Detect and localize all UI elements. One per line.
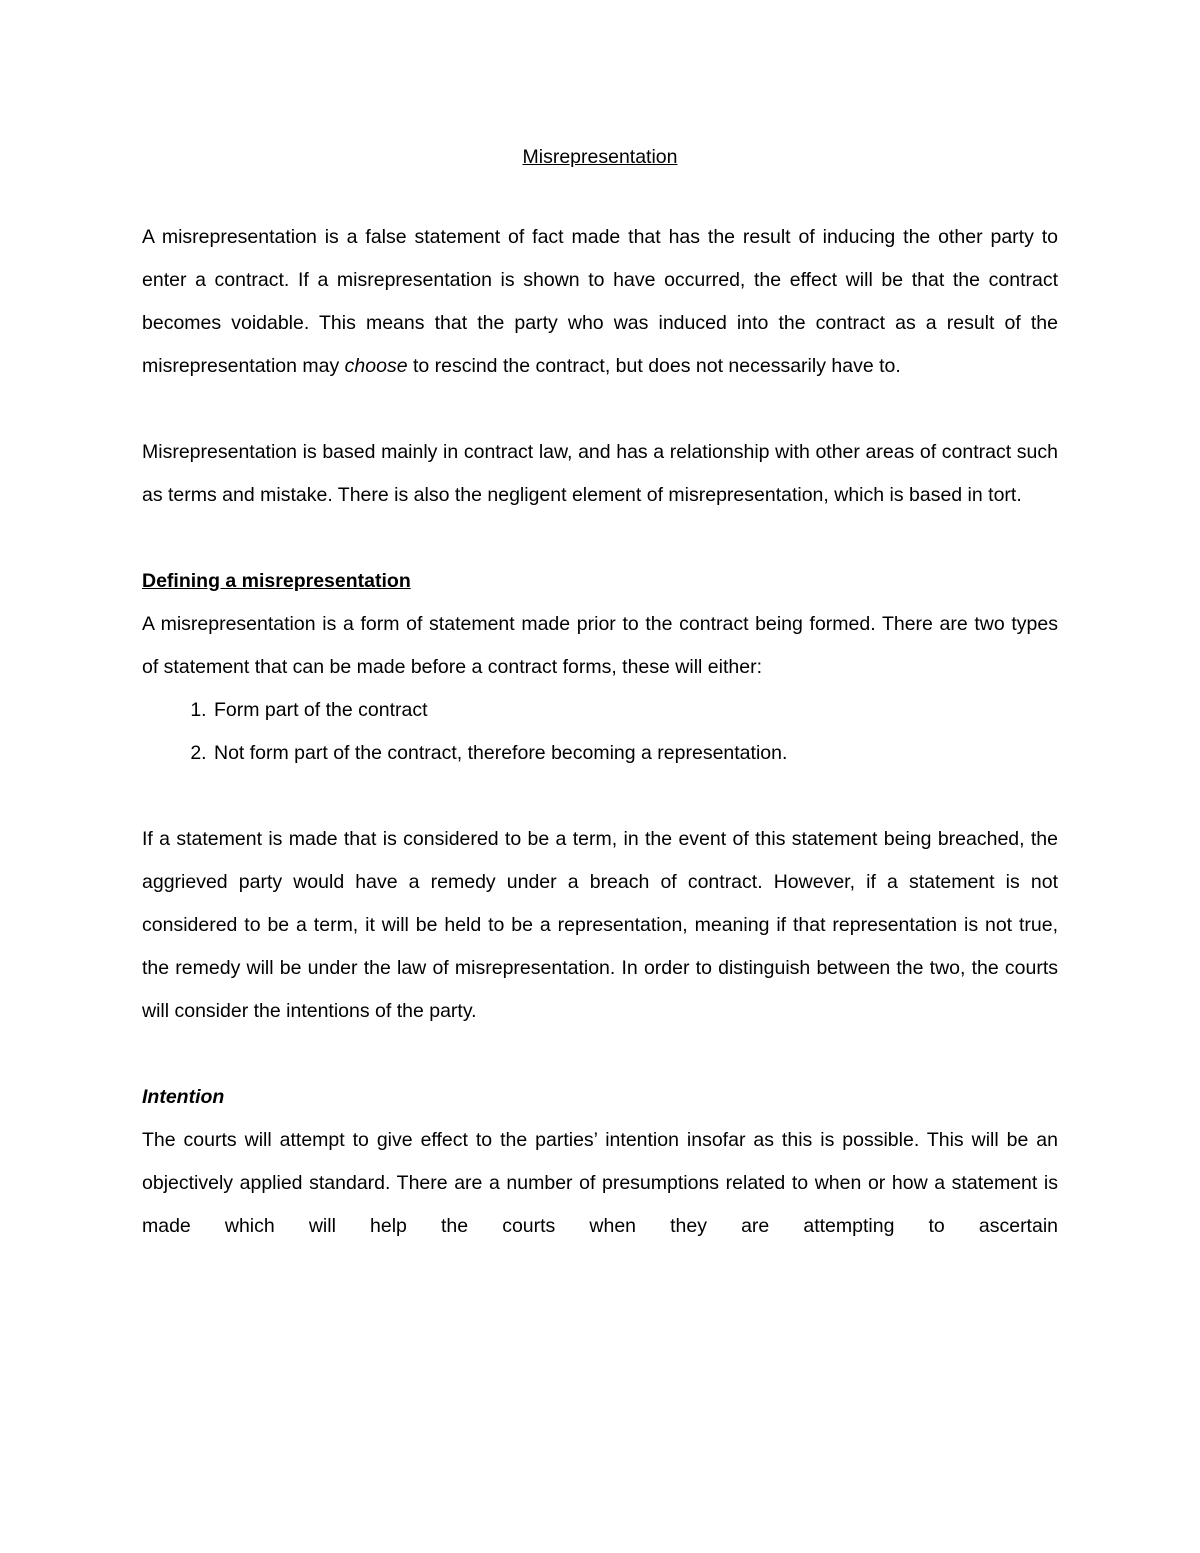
statement-types-list bbox=[142, 689, 1058, 775]
defining-paragraph-1: A misrepresentation is a form of statement made prior to the contract being formed. There are two types of statement that can be made before a contract forms, these will either: bbox=[142, 613, 1058, 678]
intro-paragraph-1 bbox=[142, 216, 1058, 388]
paragraph-spacer bbox=[142, 388, 1058, 431]
defining-paragraph-2: If a statement is made that is considered to be a term, in the event of this statement being breached, the aggrieved party would have a remedy under a breach of contract. However, if a statement is not considered to be a term, it will be held to be a representation, meaning if that representation is not true, the remedy will be under the law of misrepresentation. In order to distinguish between the two, the courts will consider the intentions of the party. bbox=[142, 828, 1058, 1022]
paragraph-spacer bbox=[142, 775, 1058, 818]
intention-paragraph-1: The courts will attempt to give effect to the parties’ intention insofar as this is possible. This will be an objectively applied standard. There are a number of presumptions related to when or how a statement is made which will help the courts when they are attempting to ascertain bbox=[142, 1129, 1058, 1237]
intro-paragraph-1-text-a: A misrepresentation is a false statement of fact made that has the result of inducing the other party to enter a contract. If a misrepresentation is shown to have occurred, the effect will be that the contract becomes voidable. This means that the party who was induced into the contract as a result of the misrepresentation may bbox=[142, 226, 1058, 377]
intro-paragraph-2: Misrepresentation is based mainly in contract law, and has a relationship with other areas of contract such as terms and mistake. There is also the negligent element of misrepresentation, which is based in tort. bbox=[142, 441, 1058, 506]
document-page bbox=[142, 140, 1058, 1248]
paragraph-spacer bbox=[142, 1033, 1058, 1076]
intro-paragraph-1-text-b: to rescind the contract, but does not necessarily have to. bbox=[407, 355, 901, 377]
list-item: 2. Not form part of the contract, therefore becoming a representation. bbox=[212, 732, 1058, 775]
paragraph-spacer bbox=[142, 517, 1058, 560]
intro-paragraph-1-emphasis: choose bbox=[344, 355, 408, 377]
document-title: Misrepresentation bbox=[522, 146, 678, 168]
section-heading-defining: Defining a misrepresentation bbox=[142, 570, 411, 592]
section-heading-intention: Intention bbox=[142, 1086, 225, 1108]
list-item: 1. Form part of the contract bbox=[212, 689, 1058, 732]
